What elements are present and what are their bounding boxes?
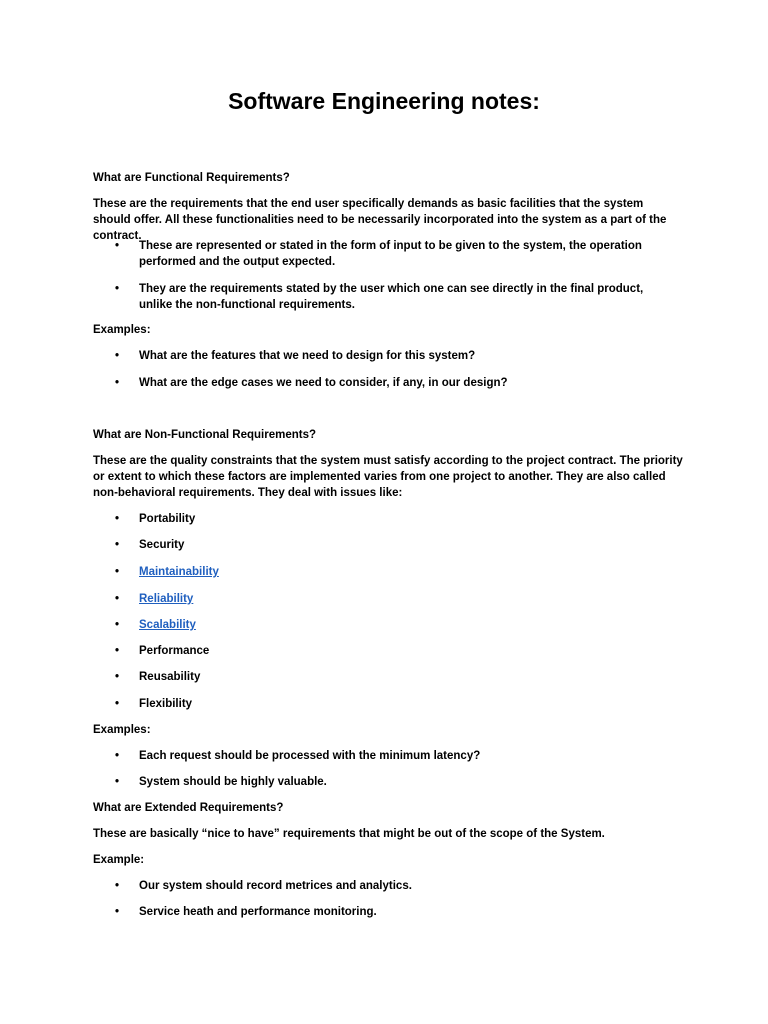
list-item-text: What are the edge cases we need to consider, if any, in our design?: [139, 377, 508, 389]
functional-paragraph: These are the requirements that the end user specifically demands as basic facilities that the system should offer. All these functionalities need to be necessarily incorporated into the system as a part of the contract.: [93, 198, 667, 242]
list-item-text: Our system should record metrices and analytics.: [139, 880, 412, 892]
nonfunctional-heading: What are Non-Functional Requirements?: [93, 429, 316, 441]
bullet-icon: •: [115, 619, 120, 631]
bullet-icon: •: [115, 513, 120, 525]
bullet-icon: •: [115, 750, 120, 762]
bullet-icon: •: [115, 240, 120, 252]
bullet-icon: •: [115, 350, 120, 362]
nonfunctional-paragraph: These are the quality constraints that the system must satisfy according to the project contract. The priority or extent to which these factors are implemented varies from one project to another. They are also called non-behavioral requirements. They deal with issues like:: [93, 455, 683, 499]
list-item-text: Each request should be processed with the minimum latency?: [139, 750, 481, 762]
list-item-text: Service heath and performance monitoring.: [139, 906, 377, 918]
list-item-text: Performance: [139, 645, 210, 657]
list-item-text: System should be highly valuable.: [139, 776, 327, 788]
list-item-text: These are represented or stated in the form of input to be given to the system, the operation performed and the output expected.: [139, 240, 642, 268]
bullet-icon: •: [115, 566, 120, 578]
bullet-icon: •: [115, 880, 120, 892]
functional-examples-label: Examples:: [93, 324, 151, 336]
reliability-link[interactable]: Reliability: [139, 593, 194, 605]
bullet-icon: •: [115, 539, 120, 551]
maintainability-link[interactable]: Maintainability: [139, 566, 219, 578]
list-item-text: Reusability: [139, 671, 201, 683]
bullet-icon: •: [115, 776, 120, 788]
bullet-icon: •: [115, 377, 120, 389]
nonfunctional-examples-label: Examples:: [93, 724, 151, 736]
bullet-icon: •: [115, 906, 120, 918]
list-item-text: What are the features that we need to design for this system?: [139, 350, 476, 362]
list-item-text: Portability: [139, 513, 196, 525]
extended-heading: What are Extended Requirements?: [93, 802, 284, 814]
bullet-icon: •: [115, 283, 120, 295]
bullet-icon: •: [115, 671, 120, 683]
functional-heading: What are Functional Requirements?: [93, 172, 290, 184]
list-item-text: Security: [139, 539, 185, 551]
bullet-icon: •: [115, 645, 120, 657]
extended-paragraph: These are basically “nice to have” requirements that might be out of the scope of the System.: [93, 828, 605, 840]
bullet-icon: •: [115, 593, 120, 605]
bullet-icon: •: [115, 698, 120, 710]
list-item-text: They are the requirements stated by the user which one can see directly in the final product, unlike the non-functional requirements.: [139, 283, 644, 311]
page-title: Software Engineering notes:: [228, 88, 540, 114]
list-item-text: Flexibility: [139, 698, 193, 710]
scalability-link[interactable]: Scalability: [139, 619, 196, 631]
extended-example-label: Example:: [93, 854, 145, 866]
